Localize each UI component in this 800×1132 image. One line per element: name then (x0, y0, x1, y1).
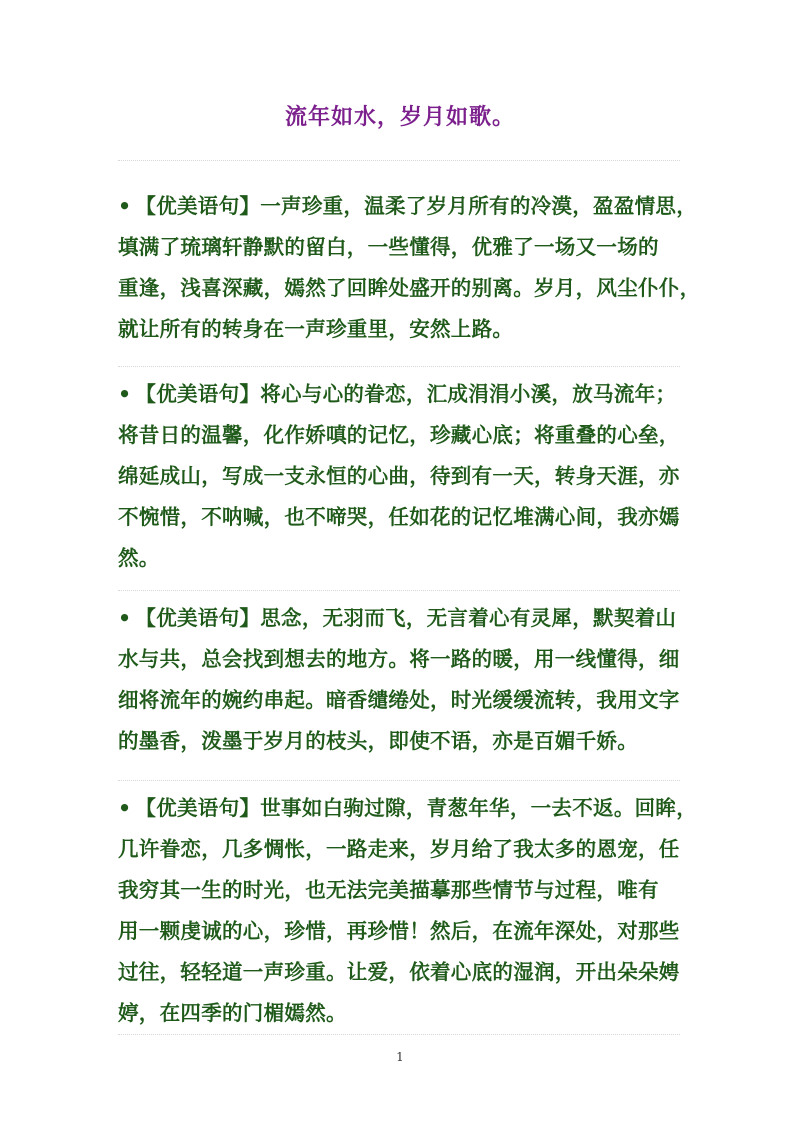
bullet: • (118, 194, 132, 218)
paragraph-1 (118, 186, 701, 350)
paragraph-line (118, 788, 698, 829)
paragraph-text: 将心与心的眷恋，汇成涓涓小溪，放马流年； (260, 382, 677, 406)
paragraph-line (118, 598, 690, 639)
paragraph-text: 思念，无羽而飞，无言着心有灵犀，默契着山 (260, 606, 677, 630)
paragraph-3 (118, 598, 690, 762)
paragraph-line: 过往，轻轻道一声珍重。让爱，依着心底的湿润，开出朵朵娉 (118, 960, 680, 984)
paragraph-4 (118, 788, 698, 1034)
paragraph-line: 我穷其一生的时光，也无法完美描摹那些情节与过程，唯有 (118, 878, 659, 902)
paragraph-line: 绵延成山，写成一支永恒的心曲，待到有一天，转身天涯，亦 (118, 464, 680, 488)
paragraph-line: 重逢，浅喜深藏，嫣然了回眸处盛开的别离。岁月，风尘仆仆， (118, 276, 701, 300)
paragraph-line: 将昔日的温馨，化作娇嗔的记忆，珍藏心底；将重叠的心垒， (118, 423, 680, 447)
divider (118, 1034, 680, 1035)
divider (118, 366, 680, 367)
divider (118, 780, 680, 781)
paragraph-line: 就让所有的转身在一声珍重里，安然上路。 (118, 317, 514, 341)
page-number: 1 (396, 1050, 404, 1064)
paragraph-line: 几许眷恋，几多惆怅，一路走来，岁月给了我太多的恩宠，任 (118, 837, 680, 861)
page-title: 流年如水，岁月如歌。 (284, 105, 515, 130)
paragraph-line: 然。 (118, 546, 160, 570)
paragraph-line: 的墨香，泼墨于岁月的枝头，即使不语，亦是百媚千娇。 (118, 729, 638, 753)
paragraph-line (118, 374, 690, 415)
paragraph-text: 一声珍重，温柔了岁月所有的冷漠，盈盈情思， (260, 194, 698, 218)
paragraph-line: 水与共，总会找到想去的地方。将一路的暖，用一线懂得，细 (118, 647, 680, 671)
divider (118, 590, 680, 591)
paragraph-tag: 【优美语句】 (135, 606, 261, 630)
paragraph-2 (118, 374, 690, 579)
paragraph-line: 细将流年的婉约串起。暗香缱绻处，时光缓缓流转，我用文字 (118, 688, 680, 712)
paragraph-text: 世事如白驹过隙，青葱年华，一去不返。回眸， (260, 796, 698, 820)
paragraph-line: 婷，在四季的门楣嫣然。 (118, 1001, 347, 1025)
paragraph-tag: 【优美语句】 (135, 796, 261, 820)
bullet: • (118, 796, 132, 820)
paragraph-line (118, 186, 698, 227)
paragraph-line: 用一颗虔诚的心，珍惜，再珍惜！然后，在流年深处，对那些 (118, 919, 680, 943)
paragraph-tag: 【优美语句】 (135, 382, 261, 406)
paragraph-line: 填满了琉璃轩静默的留白，一些懂得，优雅了一场又一场的 (118, 235, 659, 259)
paragraph-line: 不惋惜，不呐喊，也不啼哭，任如花的记忆堆满心间，我亦嫣 (118, 505, 680, 529)
bullet: • (118, 382, 132, 406)
bullet: • (118, 606, 132, 630)
paragraph-tag: 【优美语句】 (135, 194, 261, 218)
divider (118, 160, 680, 161)
